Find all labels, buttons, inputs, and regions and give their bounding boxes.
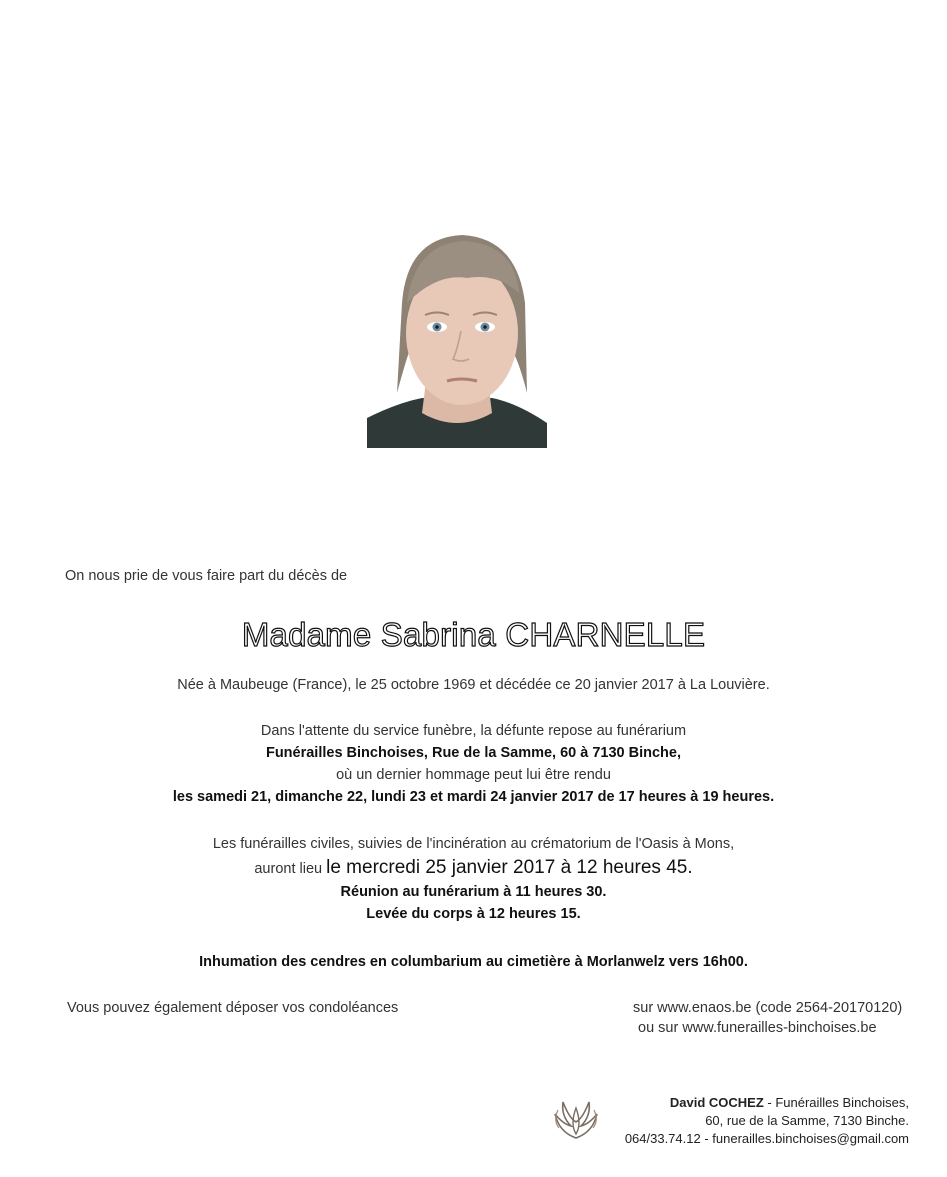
condolences-link-enaos[interactable]: sur www.enaos.be (code 2564-20170120) [633,1000,903,1016]
signature-line-1 [670,1095,909,1110]
birth-death-line: Née à Maubeuge (France), le 25 octobre 1969 et décédée ce 20 janvier 2017 à La Louvière. [177,677,770,693]
intro-text: On nous prie de vous faire part du décès de [65,568,348,584]
rest-line-2: Funérailles Binchoises, Rue de la Samme, 60 à 7130 Binche, [265,745,682,761]
flame-wings-logo-icon [549,1094,603,1142]
rest-line-3: où un dernier hommage peut lui être rendu [336,767,611,783]
signature-contact: 064/33.74.12 - funerailles.binchoises@gmail.com [624,1131,909,1146]
signature-company: - Funérailles Binchoises, [763,1095,909,1110]
deceased-name: Madame Sabrina CHARNELLE [241,616,706,653]
portrait-photo [367,233,547,448]
rest-line-4: les samedi 21, dimanche 22, lundi 23 et mardi 24 janvier 2017 de 17 heures à 19 heures. [172,789,775,805]
funeral-line-3: Réunion au funérarium à 11 heures 30. [340,884,607,900]
condolences-link-funerailles[interactable]: ou sur www.funerailles-binchoises.be [638,1020,877,1036]
funeral-line-4: Levée du corps à 12 heures 15. [366,906,581,922]
funeral-date: le mercredi 25 janvier 2017 à 12 heures 45. [326,857,693,878]
signature-address: 60, rue de la Samme, 7130 Binche. [705,1113,909,1128]
funeral-line-2-prefix: auront lieu [254,861,327,877]
signature-name: David COCHEZ [669,1095,764,1110]
condolences-text: Vous pouvez également déposer vos condoléances [67,1000,399,1016]
funeral-line-1: Les funérailles civiles, suivies de l'incinération au crématorium de l'Oasis à Mons, [212,836,735,852]
rest-line-1: Dans l'attente du service funèbre, la défunte repose au funérarium [260,723,687,739]
inhumation-line: Inhumation des cendres en columbarium au cimetière à Morlanwelz vers 16h00. [199,954,748,970]
funeral-line-2 [0,857,947,879]
